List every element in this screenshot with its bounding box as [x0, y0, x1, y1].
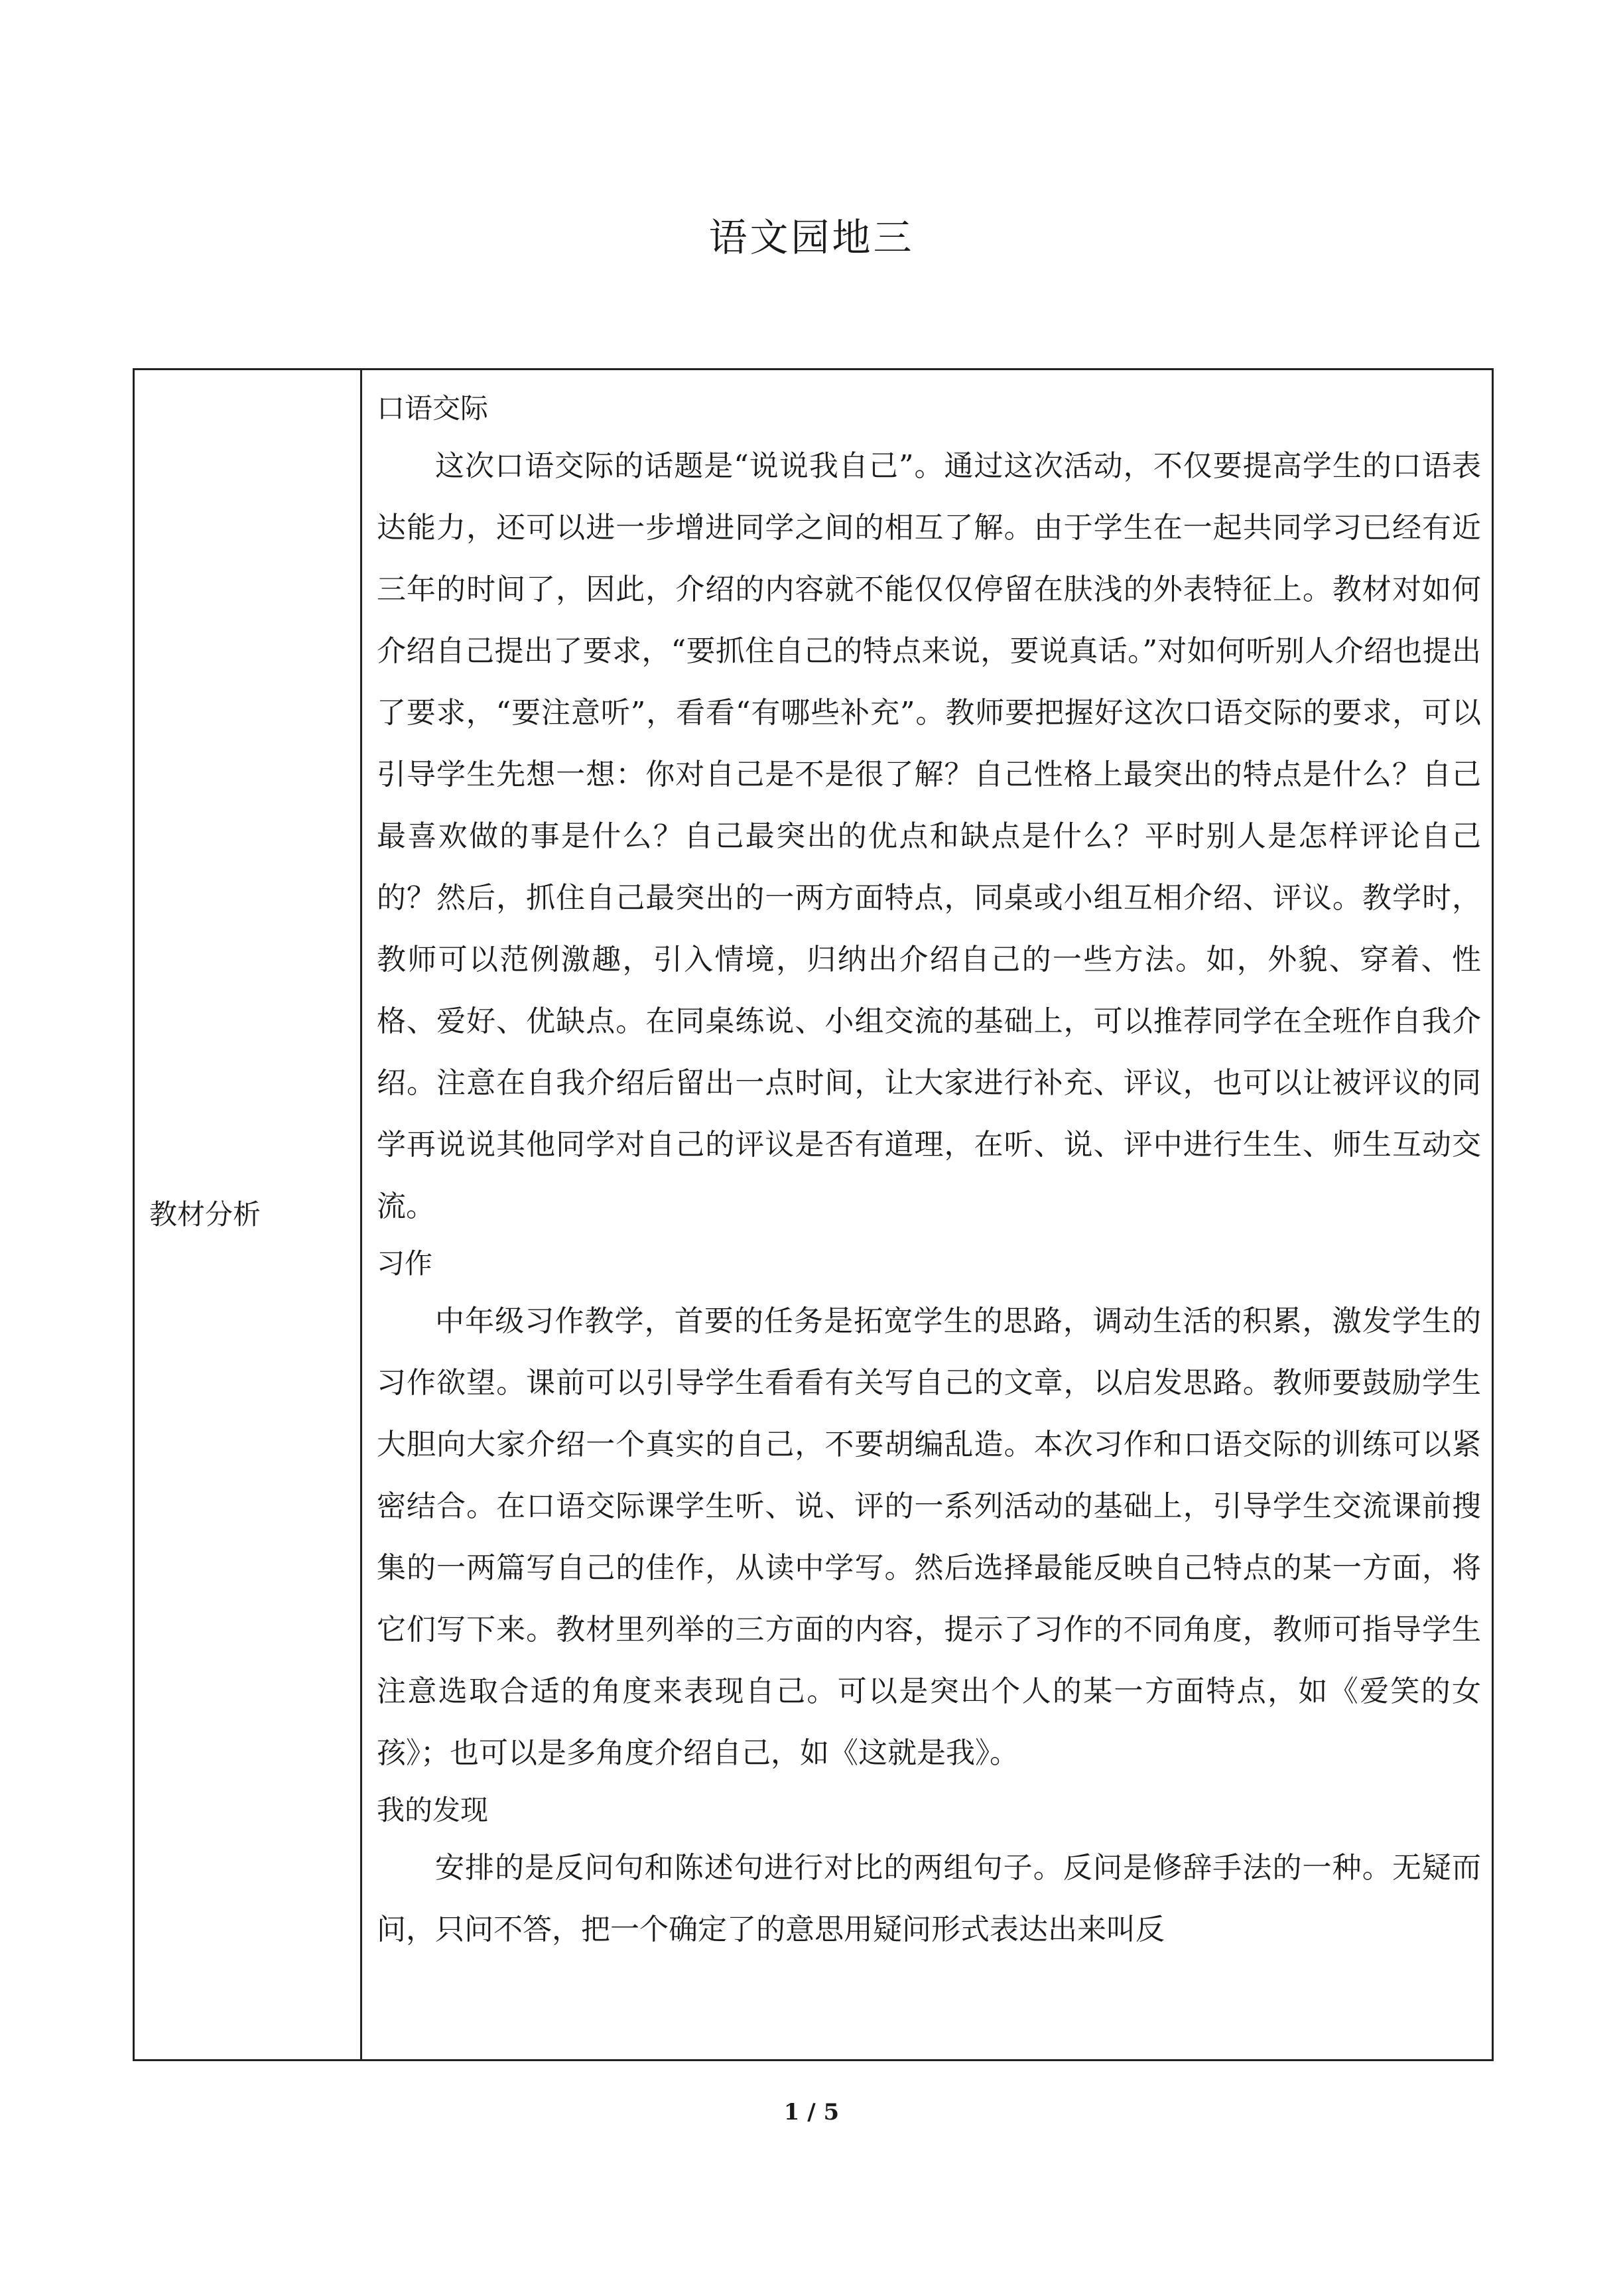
section-oral-communication	[377, 382, 1481, 1237]
section-paragraph: 中年级习作教学，首要的任务是拓宽学生的思路，调动生活的积累，激发学生的习作欲望。课前可以引导学生看看有关写自己的文章，以启发思路。教师要鼓励学生大胆向大家介绍一个真实的自己，不要胡编乱造。本次习作和口语交际的训练可以紧密结合。在口语交际课学生听、说、评的一系列活动的基础上，引导学生交流课前搜集的一两篇写自己的佳作，从读中学写。然后选择最能反映自己特点的某一方面，将它们写下来。教材里列举的三方面的内容，提示了习作的不同角度，教师可指导学生注意选取合适的角度来表现自己。可以是突出个人的某一方面特点，如《爱笑的女孩》；也可以是多角度介绍自己，如《这就是我》。	[377, 1304, 1481, 1770]
section-heading: 我的发现	[377, 1794, 489, 1826]
page-number: 1 / 5	[783, 2099, 840, 2126]
column-divider	[360, 370, 362, 2059]
section-paragraph: 安排的是反问句和陈述句进行对比的两组句子。反问是修辞手法的一种。无疑而问，只问不答，把一个确定了的意思用疑问形式表达出来叫反	[377, 1851, 1481, 1946]
table-label-cell	[135, 370, 360, 2059]
section-my-discovery	[377, 1784, 1481, 1960]
table-label: 教材分析	[149, 1198, 261, 1231]
section-heading: 习作	[377, 1247, 433, 1280]
section-paragraph: 这次口语交际的话题是“说说我自己”。通过这次活动，不仅要提高学生的口语表达能力，还可以进一步增进同学之间的相互了解。由于学生在一起共同学习已经有近三年的时间了，因此，介绍的内容就不能仅仅停留在肤浅的外表特征上。教材对如何介绍自己提出了要求，“要抓住自己的特点来说，要说真话。”对如何听别人介绍也提出了要求，“要注意听”，看看“有哪些补充”。教师要把握好这次口语交际的要求，可以引导学生先想一想：你对自己是不是很了解？自己性格上最突出的特点是什么？自己最喜欢做的事是什么？自己最突出的优点和缺点是什么？平时别人是怎样评论自己的？然后，抓住自己最突出的一两方面特点，同桌或小组互相介绍、评议。教学时，教师可以范例激趣，引入情境，归纳出介绍自己的一些方法。如，外貌、穿着、性格、爱好、优缺点。在同桌练说、小组交流的基础上，可以推荐同学在全班作自我介绍。注意在自我介绍后留出一点时间，让大家进行补充、评议，也可以让被评议的同学再说说其他同学对自己的评议是否有道理，在听、说、评中进行生生、师生互动交流。	[377, 449, 1481, 1223]
section-writing	[377, 1237, 1481, 1784]
table-content-cell	[377, 382, 1481, 1960]
content-table	[133, 368, 1494, 2061]
section-heading: 口语交际	[377, 392, 489, 425]
page-title: 语文园地三	[708, 215, 915, 260]
